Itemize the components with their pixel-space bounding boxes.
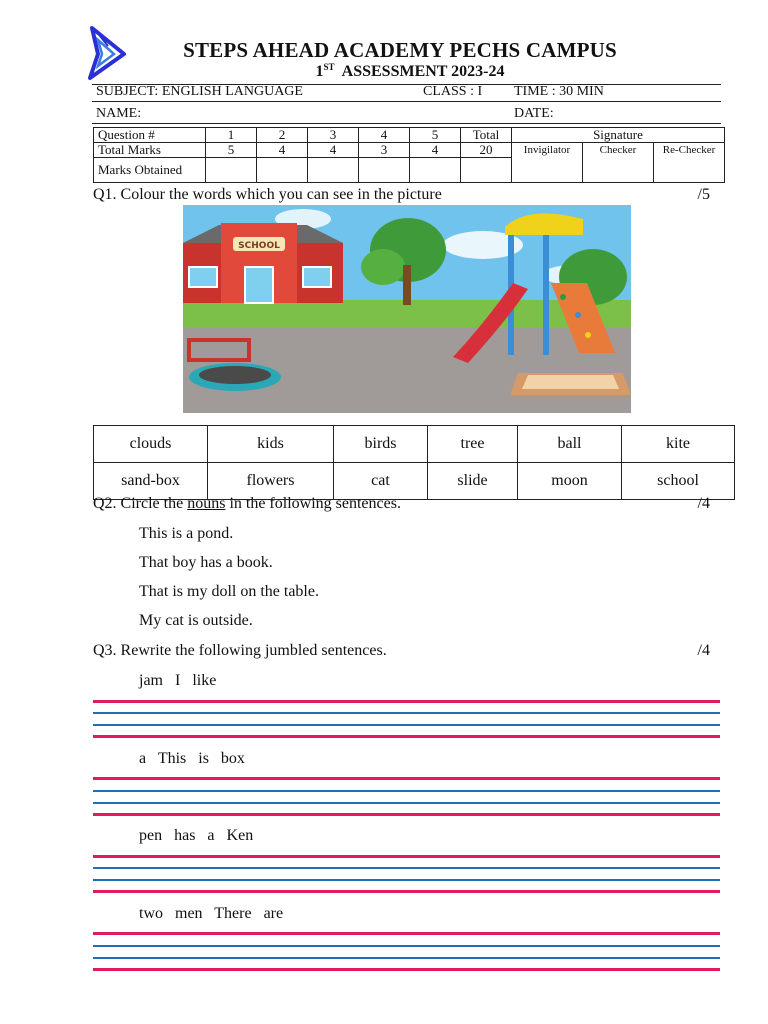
question-number: 4	[359, 128, 410, 143]
jumbled-sentence: two men There are	[139, 905, 284, 922]
word-cell[interactable]: tree	[428, 426, 518, 463]
writing-line-red	[93, 968, 720, 971]
marks-table	[93, 127, 725, 183]
date-label: DATE:	[514, 106, 554, 121]
writing-line-red	[93, 700, 720, 703]
question-number: 5	[410, 128, 461, 143]
jumbled-sentence: a This is box	[139, 750, 245, 767]
invigilator-signature: Invigilator	[512, 143, 583, 183]
writing-line-red	[93, 735, 720, 738]
writing-line-red	[93, 932, 720, 935]
writing-line-blue[interactable]	[93, 724, 720, 726]
sentence[interactable]: That is my doll on the table.	[139, 583, 319, 600]
question-number: 2	[257, 128, 308, 143]
marks-obtained-cell	[359, 158, 410, 183]
marks-obtained-cell	[257, 158, 308, 183]
writing-line-blue[interactable]	[93, 879, 720, 881]
total-marks-label: Total Marks	[94, 143, 206, 158]
total-marks-sum: 20	[461, 143, 512, 158]
jumbled-sentence: pen has a Ken	[139, 827, 254, 844]
word-table	[93, 425, 735, 500]
word-cell[interactable]: kids	[208, 426, 334, 463]
assessment-number: 1	[315, 63, 324, 80]
question-3-marks: /4	[697, 642, 710, 659]
jumbled-sentence: jam I like	[139, 672, 217, 689]
school-sign-text: SCHOOL	[238, 241, 280, 251]
writing-line-blue[interactable]	[93, 802, 720, 804]
total-marks-cell: 3	[359, 143, 410, 158]
total-marks-cell: 4	[410, 143, 461, 158]
writing-line-blue[interactable]	[93, 790, 720, 792]
checker-signature: Checker	[583, 143, 654, 183]
word-cell[interactable]: flowers	[208, 463, 334, 500]
writing-line-red	[93, 855, 720, 858]
question-2-prefix: Q2. Circle the	[93, 495, 184, 512]
marks-obtained-cell	[206, 158, 257, 183]
divider-line	[92, 123, 721, 124]
sentence[interactable]: My cat is outside.	[139, 612, 253, 629]
writing-line-blue[interactable]	[93, 712, 720, 714]
word-cell[interactable]: clouds	[94, 426, 208, 463]
question-2-marks: /4	[697, 495, 710, 512]
writing-line-red	[93, 890, 720, 893]
signature-header: Signature	[512, 128, 725, 143]
question-1-text: Q1. Colour the words which you can see in the picture	[93, 186, 442, 203]
playground-picture	[183, 205, 631, 413]
question-number: 3	[308, 128, 359, 143]
word-cell[interactable]: kite	[622, 426, 735, 463]
total-marks-cell: 5	[206, 143, 257, 158]
word-cell[interactable]: sand-box	[94, 463, 208, 500]
assessment-year: ASSESSMENT 2023-24	[341, 63, 505, 80]
word-cell[interactable]: ball	[518, 426, 622, 463]
writing-line-red	[93, 777, 720, 780]
marks-obtained-cell	[410, 158, 461, 183]
word-cell[interactable]: birds	[334, 426, 428, 463]
subject-label: SUBJECT: ENGLISH LANGUAGE	[96, 84, 303, 99]
writing-line-red	[93, 813, 720, 816]
word-cell[interactable]: slide	[428, 463, 518, 500]
sentence[interactable]: This is a pond.	[139, 525, 234, 542]
writing-line-blue[interactable]	[93, 867, 720, 869]
question-2-text	[93, 495, 401, 513]
word-cell[interactable]: moon	[518, 463, 622, 500]
writing-line-blue[interactable]	[93, 945, 720, 947]
question-number: 1	[206, 128, 257, 143]
word-cell[interactable]: cat	[334, 463, 428, 500]
question-3-text: Q3. Rewrite the following jumbled sentences.	[93, 642, 387, 659]
assessment-ordinal: ST	[323, 62, 335, 72]
school-name: STEPS AHEAD ACADEMY PECHS CAMPUS	[183, 38, 617, 62]
total-marks-cell: 4	[308, 143, 359, 158]
question-2-suffix: in the following sentences.	[229, 495, 401, 512]
word-cell[interactable]: school	[622, 463, 735, 500]
question-header: Question #	[94, 128, 206, 143]
marks-obtained-cell	[308, 158, 359, 183]
assessment-title	[120, 63, 700, 81]
rechecker-signature: Re-Checker	[654, 143, 725, 183]
total-marks-cell: 4	[257, 143, 308, 158]
marks-obtained-cell	[461, 158, 512, 183]
question-1-marks: /5	[697, 186, 710, 203]
time-label: TIME : 30 MIN	[514, 84, 604, 99]
sentence[interactable]: That boy has a book.	[139, 554, 273, 571]
nouns-underlined: nouns	[187, 495, 226, 512]
class-label: CLASS : I	[423, 84, 483, 99]
writing-line-blue[interactable]	[93, 957, 720, 959]
total-header: Total	[461, 128, 512, 143]
marks-obtained-label: Marks Obtained	[94, 158, 206, 183]
name-label: NAME:	[96, 106, 142, 121]
divider-line	[92, 101, 721, 102]
